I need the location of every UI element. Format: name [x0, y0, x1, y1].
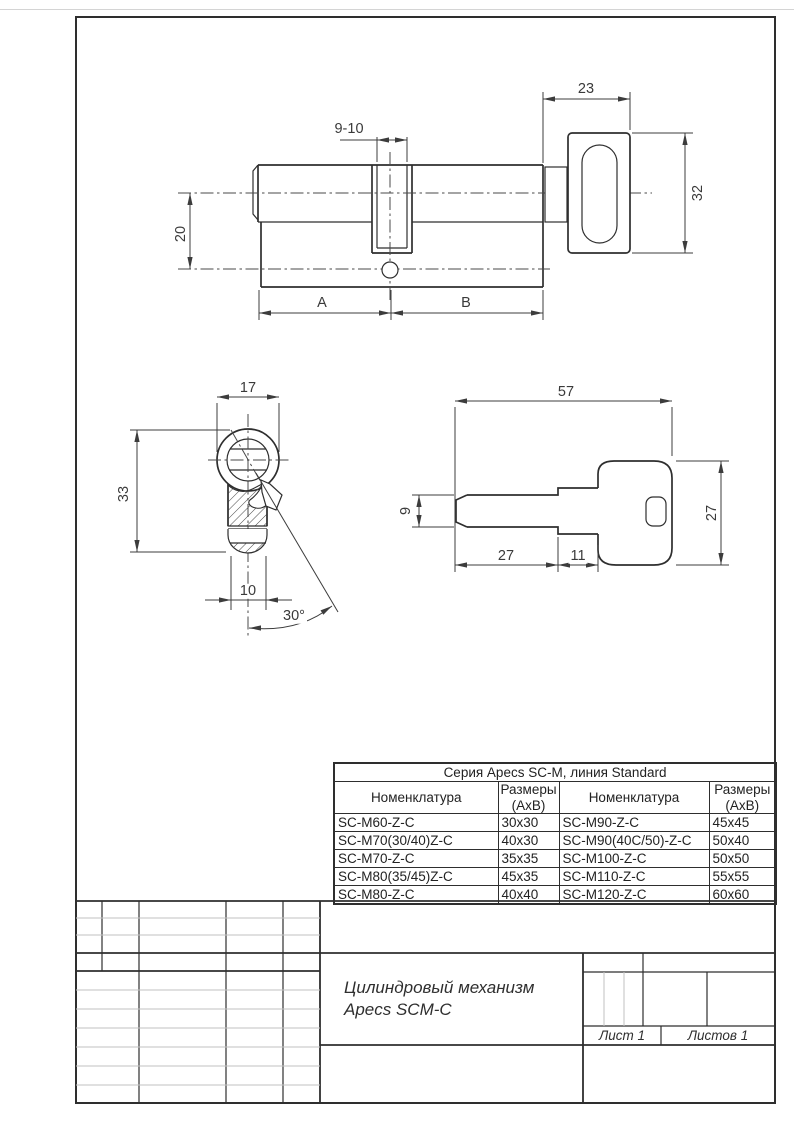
- doc-title-line2: Apecs SCM-C: [344, 1000, 452, 1020]
- cell-model: SC-M80-Z-C: [334, 886, 498, 905]
- cell-model: SC-M70-Z-C: [334, 850, 498, 868]
- cam-tip-flag: [261, 480, 282, 510]
- cell-model: SC-M70(30/40)Z-C: [334, 832, 498, 850]
- dim-label-57: 57: [557, 383, 575, 400]
- col-header-sizes-left: [498, 782, 559, 814]
- cell-model: SC-M60-Z-C: [334, 814, 498, 832]
- cell-size: 55x55: [709, 868, 776, 886]
- dim-label-17: 17: [239, 379, 257, 396]
- tip-hatch: [231, 543, 265, 553]
- table-row: [334, 832, 776, 850]
- spec-table-title-row: [334, 763, 776, 782]
- dim-label-23: 23: [577, 80, 595, 97]
- cell-model: SC-M80(35/45)Z-C: [334, 868, 498, 886]
- col-header-nomenclature-right: Номенклатура: [559, 782, 709, 814]
- dim-label-9-10: 9-10: [334, 120, 364, 137]
- cell-size: 30x30: [498, 814, 559, 832]
- sizes-header-line1: Размеры: [714, 782, 771, 798]
- dim-label-B: B: [461, 294, 471, 311]
- cell-size: 45x45: [709, 814, 776, 832]
- table-row: [334, 850, 776, 868]
- sizes-header-line2: (АхВ): [511, 797, 546, 813]
- cell-model: SC-M110-Z-C: [559, 868, 709, 886]
- cell-size: 40x40: [498, 886, 559, 905]
- dim-label-A: A: [317, 294, 327, 311]
- col-header-nomenclature-left: Номенклатура: [334, 782, 498, 814]
- cell-size: 50x50: [709, 850, 776, 868]
- cell-size: 45x35: [498, 868, 559, 886]
- cell-size: 60x60: [709, 886, 776, 905]
- dim-label-10: 10: [239, 582, 257, 599]
- doc-title-line1: Цилиндровый механизм: [344, 978, 535, 997]
- dim-label-27-head: 27: [703, 504, 720, 522]
- drawing-frame: [76, 17, 775, 1103]
- dim-label-32: 32: [689, 184, 706, 202]
- key-view: [412, 398, 729, 572]
- spec-table-header-row: [334, 782, 776, 814]
- keyway-hatch: [228, 484, 267, 526]
- dim-label-30deg: 30°: [283, 607, 305, 624]
- cell-model: SC-M120-Z-C: [559, 886, 709, 905]
- dim-label-27-blade: 27: [497, 547, 515, 564]
- cell-size: 40x30: [498, 832, 559, 850]
- titleblock-sheet-cell: Лист 1: [598, 1028, 646, 1043]
- cell-size: 50x40: [709, 832, 776, 850]
- section-view: [130, 394, 338, 638]
- front-view: [178, 92, 693, 320]
- sizes-header-line1: Размеры: [500, 782, 557, 798]
- spec-table: [333, 762, 777, 905]
- dim-label-20: 20: [172, 225, 189, 243]
- dim-label-33: 33: [115, 485, 132, 503]
- dim-label-9: 9: [397, 506, 414, 516]
- cell-model: SC-M90-Z-C: [559, 814, 709, 832]
- table-row: [334, 886, 776, 905]
- titleblock-doc-title: [344, 977, 579, 1021]
- cell-model: SC-M100-Z-C: [559, 850, 709, 868]
- cell-model: SC-M90(40C/50)-Z-C: [559, 832, 709, 850]
- col-header-sizes-right: [709, 782, 776, 814]
- table-row: [334, 868, 776, 886]
- cell-size: 35x35: [498, 850, 559, 868]
- dim-label-11: 11: [570, 547, 586, 564]
- spec-table-title: Серия Apecs SC-M, линия Standard: [334, 763, 776, 782]
- table-row: [334, 814, 776, 832]
- sizes-header-line2: (АхВ): [725, 797, 760, 813]
- titleblock-sheets-cell: Листов 1: [687, 1028, 749, 1043]
